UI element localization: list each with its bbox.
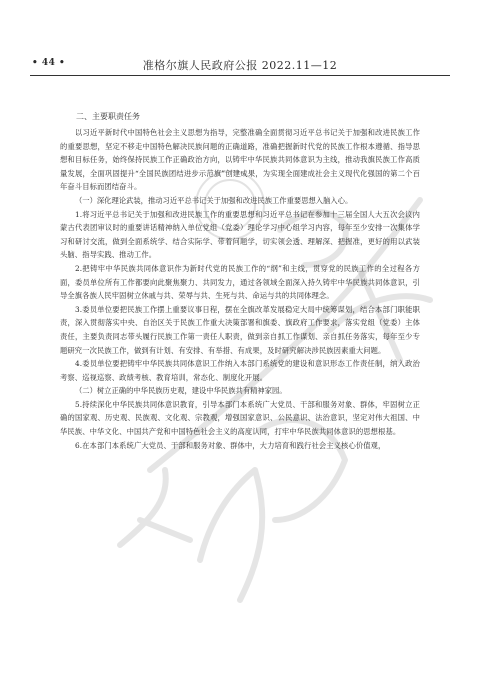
paragraph-intro: 以习近平新时代中国特色社会主义思想为指导，完整准确全面贯彻习近平总书记关于加强和改进民族工作的重要思想，坚定不移走中国特色解决民族问题的正确道路，准确把握新时代党的民族工作根本遵循、指导思想和目标任务，始终保持民族工作正确政治方向，以铸牢中华民族共同体意识为主线，推动我旗民族工作高质量发展，全面巩固提升“全国民族团结进步示范旗”创建成果，为实现全面建成社会主义现代化强国的第二个百年奋斗目标而团结奋斗。 xyxy=(60,128,420,192)
paragraph-item-4: 4.委员单位要把铸牢中华民族共同体意识工作纳入本部门系统党的建设和意识形态工作责任制，纳入政治考察、巡视巡察、政绩考核、教育培训，常态化、制度化开展。 xyxy=(60,359,420,382)
paragraph-item-3: 3.委员单位要把民族工作摆上重要议事日程，摆在全旗改革发展稳定大局中统筹谋划，结合本部门职能职责，深入贯彻落实中央、自治区关于民族工作重大决策部署和旗委、旗政府工作要求，落实党组（党委）主体责任，主要负责同志带头履行民族工作第一责任人职责，做到亲自抓工作谋划、亲自抓任务落实，每年至少专题研究一次民族工作，做到有计划、有安排、有举措、有成果，及时研究解决涉民族因素重大问题。 xyxy=(60,304,420,355)
subheading-1: （一）深化理论武装，推动习近平总书记关于加强和改进民族工作重要思想入脑入心。 xyxy=(75,195,353,205)
document-body xyxy=(60,110,420,452)
subheading-2: （二）树立正确的中华民族历史观，建设中华民族共有精神家园。 xyxy=(75,386,287,396)
page-number: • 44 • xyxy=(32,58,66,68)
section-heading: 二、主要职责任务 xyxy=(76,112,140,121)
paragraph-item-2: 2.把铸牢中华民族共同体意识作为新时代党的民族工作的“纲”和主线，贯穿党的民族工作的全过程各方面，委员单位所有工作都要向此聚焦聚力、共同发力，通过各领域全面深入持久铸牢中华民族共同体意识，引导全旗各族人民牢固树立休戚与共、荣辱与共、生死与共、命运与共的共同体理念。 xyxy=(60,263,420,301)
paragraph-item-6: 6.在本部门本系统广大党员、干部和服务对象、群体中，大力培育和践行社会主义核心价值观， xyxy=(75,440,386,450)
journal-title: 准格尔旗人民政府公报 2022.11—12 xyxy=(142,59,338,72)
page-header xyxy=(30,53,450,76)
paragraph-item-5: 5.持续深化中华民族共同体意识教育，引导本部门本系统广大党员、干部和服务对象、群体，牢固树立正确的国家观、历史观、民族观、文化观、宗教观，增强国家意识、公民意识、法治意识，坚定对伟大祖国、中华民族、中华文化、中国共产党和中国特色社会主义的高度认同，打牢中华民族共同体意识的思想根基。 xyxy=(60,399,420,437)
paragraph-item-1: 1.将习近平总书记关于加强和改进民族工作的重要思想和习近平总书记在参加十三届全国人大五次会议内蒙古代表团审议时的重要讲话精神纳入单位党组（党委）理论学习中心组学习内容，每年至少安排一次集体学习和研讨交流，做到全面系统学、结合实际学、带着问题学，切实领会透、理解深、把握准，更好的用以武装头脑、指导实践、推动工作。 xyxy=(60,209,420,260)
